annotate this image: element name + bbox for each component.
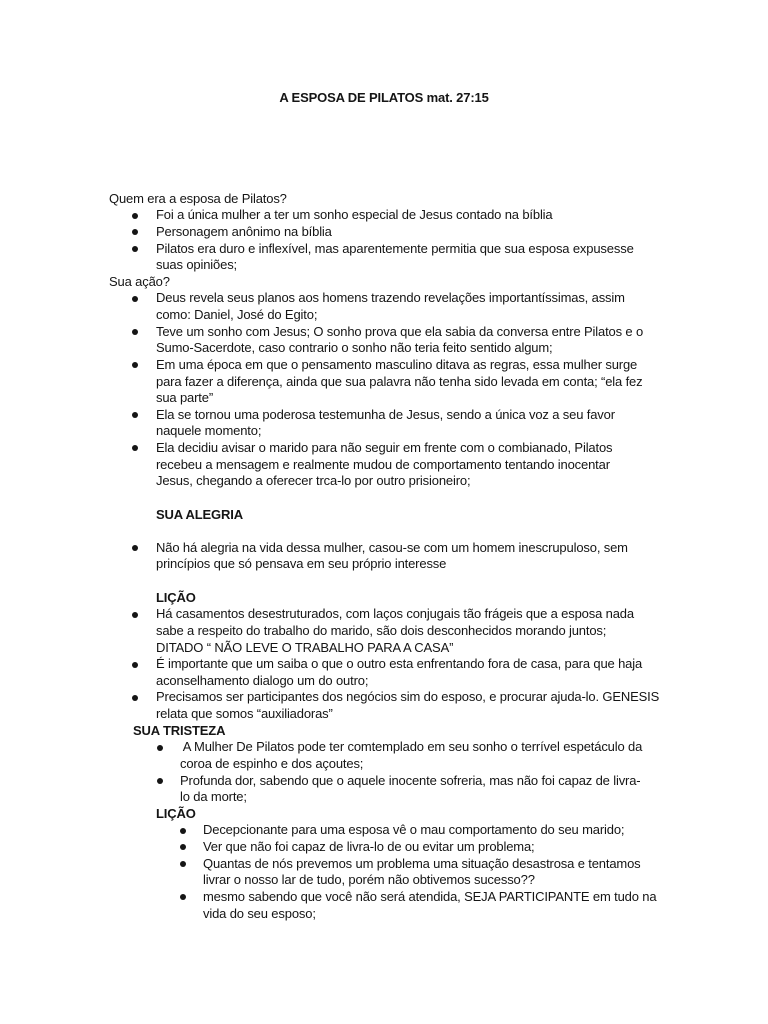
bullet-icon <box>180 861 186 867</box>
list-item-text: suas opiniões; <box>156 257 238 273</box>
list-item <box>0 224 768 241</box>
bullet-icon <box>180 844 186 850</box>
bullet-icon <box>132 545 138 551</box>
bullet-icon <box>132 246 138 252</box>
list-item-text: Quantas de nós prevemos um problema uma situação desastrosa e tentamos <box>203 855 641 871</box>
list-item <box>0 739 768 772</box>
list-item <box>0 540 768 573</box>
list-item <box>0 889 768 922</box>
bullet-icon <box>157 745 163 751</box>
list-item <box>0 407 768 440</box>
list-item-text: Há casamentos desestruturados, com laços conjugais tão frágeis que a esposa nada <box>156 606 634 622</box>
list-item-text: Decepcionante para uma esposa vê o mau comportamento do seu marido; <box>203 822 625 838</box>
list-item-text: Deus revela seus planos aos homens trazendo revelações importantíssimas, assim <box>156 290 625 306</box>
bullet-icon <box>157 778 163 784</box>
list-item-text: É importante que um saiba o que o outro esta enfrentando fora de casa, para que haja <box>156 656 643 672</box>
list-item-text: Personagem anônimo na bíblia <box>156 223 332 239</box>
list-item <box>0 822 768 839</box>
list-item <box>0 689 768 722</box>
list-item <box>0 324 768 357</box>
list-item <box>0 606 768 656</box>
list-item <box>0 856 768 889</box>
list-item-text: como: Daniel, José do Egito; <box>156 307 318 323</box>
list-item-text: Ver que não foi capaz de livra-lo de ou evitar um problema; <box>203 839 535 855</box>
list-item <box>0 839 768 856</box>
bullet-icon <box>132 412 138 418</box>
bullet-icon <box>132 229 138 235</box>
bullet-icon <box>132 362 138 368</box>
bullet-icon <box>132 296 138 302</box>
bullet-icon <box>180 828 186 834</box>
list-item-text: Pilatos era duro e inflexível, mas aparentemente permitia que sua esposa expusesse <box>156 240 634 256</box>
section-heading: SUA TRISTEZA <box>133 722 226 738</box>
list-item-text: Não há alegria na vida dessa mulher, casou-se com um homem inescrupuloso, sem <box>156 539 628 555</box>
section-heading: SUA ALEGRIA <box>156 506 243 522</box>
bullet-icon <box>132 213 138 219</box>
list-item-text: sabe a respeito do trabalho do marido, são dois desconhecidos morando juntos; <box>156 622 607 638</box>
list-item-text: naquele momento; <box>156 423 262 439</box>
list-item-text: mesmo sabendo que você não será atendida, SEJA PARTICIPANTE em tudo na <box>203 888 657 904</box>
list-item-text: Profunda dor, sabendo que o aquele inocente sofreria, mas não foi capaz de livra- <box>180 772 641 788</box>
list-item-text: Precisamos ser participantes dos negócios sim do esposo, e procurar ajuda-lo. GENESIS <box>156 689 660 705</box>
list-item-text: Ela decidiu avisar o marido para não seguir em frente com o combianado, Pilatos <box>156 440 613 456</box>
list-item-text: aconselhamento dialogo um do outro; <box>156 672 369 688</box>
list-item-text: Ela se tornou uma poderosa testemunha de Jesus, sendo a única voz a seu favor <box>156 406 615 422</box>
bullet-icon <box>132 445 138 451</box>
section-heading: LIÇÃO <box>156 805 196 821</box>
bullet-icon <box>132 695 138 701</box>
list-item <box>0 357 768 407</box>
list-item-text: Foi a única mulher a ter um sonho especial de Jesus contado na bíblia <box>156 207 553 223</box>
bullet-icon <box>132 662 138 668</box>
section-heading: Quem era a esposa de Pilatos? <box>109 190 287 206</box>
section-heading: LIÇÃO <box>156 589 196 605</box>
list-item-text: A Mulher De Pilatos pode ter comtemplado em seu sonho o terrível espetáculo da <box>180 739 643 755</box>
list-item-text: Jesus, chegando a oferecer trca-lo por outro prisioneiro; <box>156 473 471 489</box>
section-heading: Sua ação? <box>109 273 170 289</box>
list-item-text: vida do seu esposo; <box>203 905 316 921</box>
list-item-text: livrar o nosso lar de tudo, porém não obtivemos sucesso?? <box>203 872 535 888</box>
blank-line <box>0 573 768 590</box>
list-item-text: sua parte” <box>156 390 214 406</box>
bullet-icon <box>132 329 138 335</box>
list-item-text: lo da morte; <box>180 789 247 805</box>
list-item-text: para fazer a diferença, ainda que sua palavra não tenha sido levada em conta; “ela fez <box>156 373 643 389</box>
list-item <box>0 290 768 323</box>
list-item-text: recebeu a mensagem e realmente mudou de comportamento tentando inocentar <box>156 456 610 472</box>
list-item-text: Em uma época em que o pensamento masculino ditava as regras, essa mulher surge <box>156 356 638 372</box>
list-item-text: princípios que só pensava em seu próprio interesse <box>156 556 447 572</box>
list-item <box>0 656 768 689</box>
list-item-text: relata que somos “auxiliadoras” <box>156 706 333 722</box>
bullet-icon <box>132 612 138 618</box>
bullet-icon <box>180 894 186 900</box>
list-item <box>0 773 768 806</box>
list-item <box>0 241 768 274</box>
document-body <box>0 191 768 923</box>
list-item-text: coroa de espinho e dos açoutes; <box>180 755 364 771</box>
blank-line <box>0 490 768 507</box>
blank-line <box>0 523 768 540</box>
document-title: A ESPOSA DE PILATOS mat. 27:15 <box>279 89 489 105</box>
list-item-text: Sumo-Sacerdote, caso contrario o sonho não teria feito sentido algum; <box>156 340 553 356</box>
list-item-text: DITADO “ NÃO LEVE O TRABALHO PARA A CASA” <box>156 639 454 655</box>
list-item <box>0 207 768 224</box>
list-item <box>0 440 768 490</box>
list-item-text: Teve um sonho com Jesus; O sonho prova que ela sabia da conversa entre Pilatos e o <box>156 323 644 339</box>
